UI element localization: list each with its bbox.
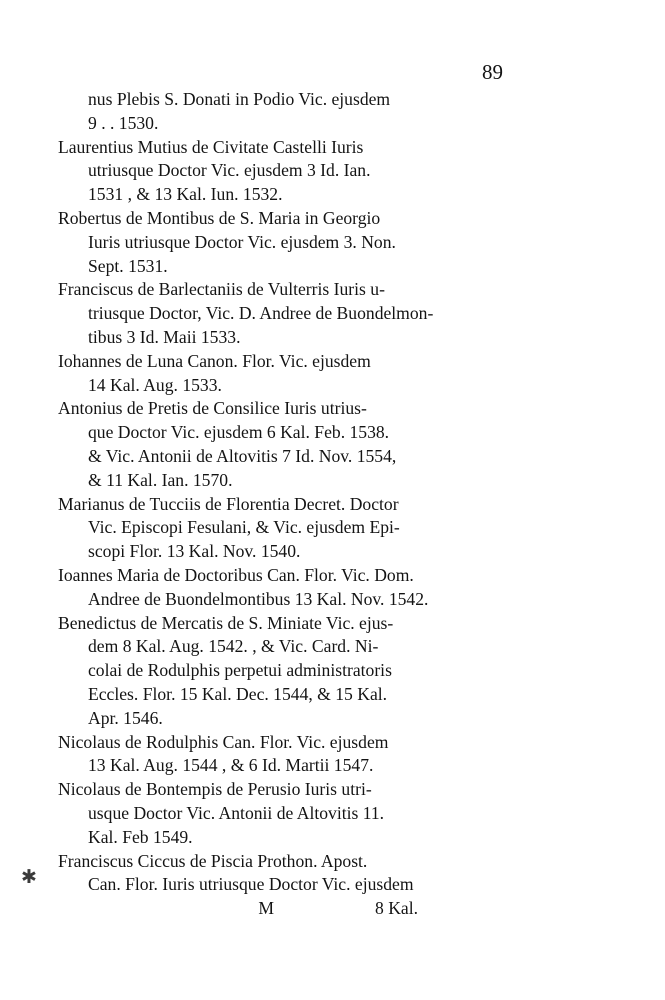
text-line: Can. Flor. Iuris utriusque Doctor Vic. ejusdem bbox=[88, 874, 414, 895]
text-line: usque Doctor Vic. Antonii de Altovitis 11. bbox=[88, 802, 385, 823]
margin-asterisk-mark: ✱ bbox=[21, 866, 37, 888]
entry-first-line: Nicolaus de Bontempis de Perusio Iuris utri- bbox=[58, 779, 372, 800]
signature-mark: M bbox=[258, 898, 274, 919]
text-line: scopi Flor. 13 Kal. Nov. 1540. bbox=[88, 541, 301, 562]
text-line: Kal. Feb 1549. bbox=[88, 826, 193, 847]
document-text bbox=[58, 88, 546, 921]
text-line: Iuris utriusque Doctor Vic. ejusdem 3. Non. bbox=[88, 231, 396, 252]
catchword: 8 Kal. bbox=[375, 898, 418, 919]
text-line: Sept. 1531. bbox=[88, 255, 168, 276]
text-line: & 11 Kal. Ian. 1570. bbox=[88, 469, 233, 490]
text-line: dem 8 Kal. Aug. 1542. , & Vic. Card. Ni- bbox=[88, 636, 379, 657]
text-line: 9 . . 1530. bbox=[88, 112, 159, 133]
text-line: & Vic. Antonii de Altovitis 7 Id. Nov. 1554, bbox=[88, 445, 397, 466]
entry-first-line: Antonius de Pretis de Consilice Iuris utrius- bbox=[58, 398, 367, 419]
signature-line bbox=[58, 897, 546, 921]
text-line: tibus 3 Id. Maii 1533. bbox=[88, 326, 241, 347]
entry-first-line: Franciscus Ciccus de Piscia Prothon. Apost. bbox=[58, 850, 368, 871]
entry-first-line: Benedictus de Mercatis de S. Miniate Vic. ejus- bbox=[58, 612, 394, 633]
text-line: 13 Kal. Aug. 1544 , & 6 Id. Martii 1547. bbox=[88, 755, 374, 776]
text-line: colai de Rodulphis perpetui administratoris bbox=[88, 660, 392, 681]
page-number: 89 bbox=[482, 60, 503, 84]
text-line: que Doctor Vic. ejusdem 6 Kal. Feb. 1538. bbox=[88, 422, 390, 443]
entry-first-line: Iohannes de Luna Canon. Flor. Vic. ejusdem bbox=[58, 350, 371, 371]
text-line: Vic. Episcopi Fesulani, & Vic. ejusdem Epi- bbox=[88, 517, 400, 538]
entry-first-line: Ioannes Maria de Doctoribus Can. Flor. Vic. Dom. bbox=[58, 564, 414, 585]
text-line: Apr. 1546. bbox=[88, 707, 163, 728]
text-line: nus Plebis S. Donati in Podio Vic. ejusdem bbox=[88, 89, 391, 109]
text-line: triusque Doctor, Vic. D. Andree de Buondelmon- bbox=[88, 303, 434, 324]
text-line: 1531 , & 13 Kal. Iun. 1532. bbox=[88, 184, 283, 205]
text-line: Andree de Buondelmontibus 13 Kal. Nov. 1542. bbox=[88, 588, 429, 609]
text-line: Eccles. Flor. 15 Kal. Dec. 1544, & 15 Kal. bbox=[88, 683, 388, 704]
text-line: utriusque Doctor Vic. ejusdem 3 Id. Ian. bbox=[88, 160, 371, 181]
entry-first-line: Laurentius Mutius de Civitate Castelli Iuris bbox=[58, 136, 364, 157]
entry-first-line: Franciscus de Barlectaniis de Vulterris Iuris u- bbox=[58, 279, 385, 300]
entry-first-line: Marianus de Tucciis de Florentia Decret. Doctor bbox=[58, 493, 399, 514]
entry-first-line: Robertus de Montibus de S. Maria in Georgio bbox=[58, 207, 381, 228]
entry-first-line: Nicolaus de Rodulphis Can. Flor. Vic. ejusdem bbox=[58, 731, 389, 752]
text-line: 14 Kal. Aug. 1533. bbox=[88, 374, 222, 395]
